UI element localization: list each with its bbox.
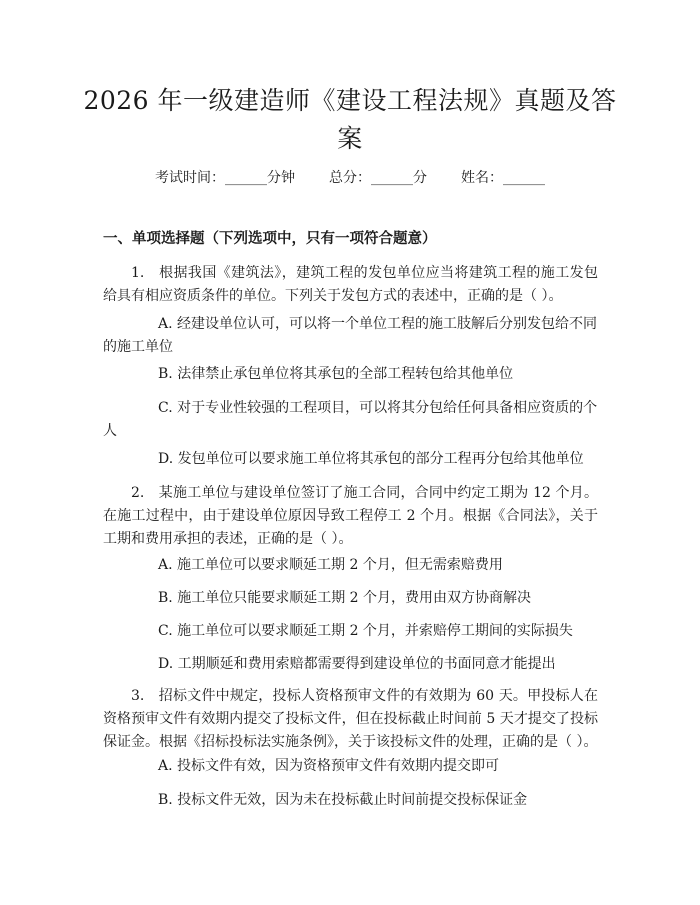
question-3-option-a: A. 投标文件有效，因为资格预审文件有效期内提交即可 (158, 758, 500, 774)
question-2-stem: 2. 某施工单位与建设单位签订了施工合同，合同中约定工期为 12 个月。在施工过程中，由于建设单位原因导致工程停工 2 个月。根据《合同法》，关于工期和费用承担的表述，正确的是（ ）。 (103, 485, 598, 547)
total-score-field: 总分：______分 (329, 170, 427, 186)
question-2-option-c: C. 施工单位可以要求顺延工期 2 个月，并索赔停工期间的实际损失 (158, 623, 573, 639)
question-1-option-a: A. 经建设单位认可，可以将一个单位工程的施工肢解后分别发包给不同的施工单位 (103, 316, 598, 355)
question-3-stem: 3. 招标文件中规定，投标人资格预审文件的有效期为 60 天。甲投标人在资格预审文件有效期内提交了投标文件，但在投标截止时间前 5 天才提交了投标保证金。根据《招标投标法实施条例》，关于该投标文件的处理，正确的是（ ）。 (103, 688, 598, 750)
name-field: 姓名：______ (461, 170, 545, 186)
question-1-option-d: D. 发包单位可以要求施工单位将其承包的部分工程再分包给其他单位 (158, 451, 584, 467)
document-title: 2026 年一级建造师《建设工程法规》真题及答案 (83, 86, 617, 153)
question-1-stem: 1. 根据我国《建筑法》，建筑工程的发包单位应当将建筑工程的施工发包给具有相应资质条件的单位。下列关于发包方式的表述中，正确的是（ ）。 (103, 265, 598, 304)
question-2-option-b: B. 施工单位只能要求顺延工期 2 个月，费用由双方协商解决 (158, 590, 531, 606)
exam-info-line (0, 168, 700, 188)
exam-time-field: 考试时间：______分钟 (155, 170, 295, 186)
question-2-option-d: D. 工期顺延和费用索赔都需要得到建设单位的书面同意才能提出 (158, 656, 556, 672)
question-1-option-c: C. 对于专业性较强的工程项目，可以将其分包给任何具备相应资质的个人 (103, 400, 598, 439)
question-3-option-b: B. 投标文件无效，因为未在投标截止时间前提交投标保证金 (158, 792, 528, 808)
section-heading: 一、单项选择题（下列选项中，只有一项符合题意） (103, 231, 437, 247)
question-2-option-a: A. 施工单位可以要求顺延工期 2 个月，但无需索赔费用 (158, 557, 503, 573)
question-1-option-b: B. 法律禁止承包单位将其承包的全部工程转包给其他单位 (158, 366, 514, 382)
